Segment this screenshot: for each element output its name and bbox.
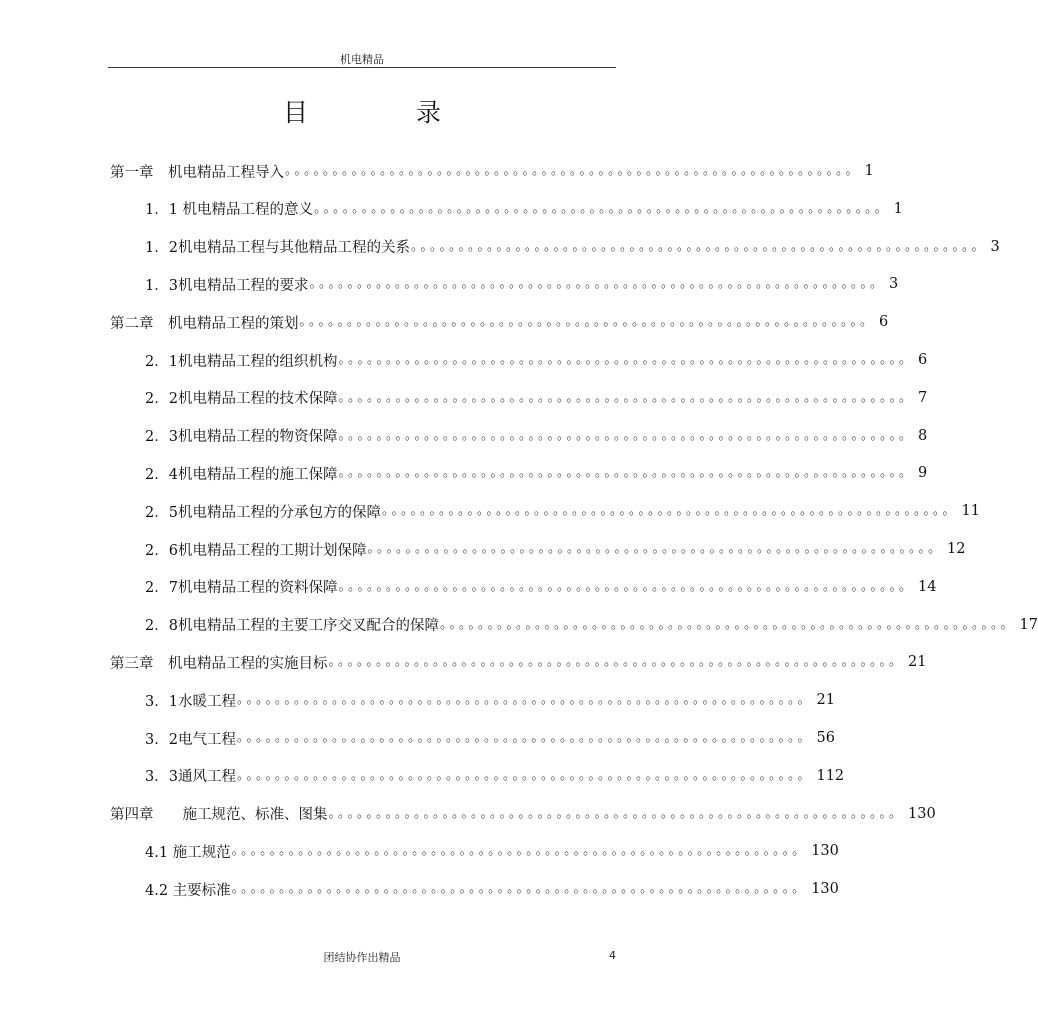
toc-entry-label: 1．3机电精品工程的要求	[145, 277, 309, 294]
toc-entry-label: 3．3通风工程	[145, 769, 236, 786]
toc-dot-leader: 。。。。。。。。。。。。。。。。。。。。。。。。。。。。。。。。。。。。。。。。。。。。。。。。。。。。。。。。。。。。	[338, 389, 915, 405]
toc-entry-label: 第一章 机电精品工程导入	[110, 164, 284, 181]
toc-entry-page: 9	[917, 465, 928, 482]
toc-entry-page: 112	[816, 767, 845, 784]
toc-entry-label: 4.2 主要标准	[145, 882, 231, 899]
header-text: 机电精品	[340, 53, 384, 66]
toc-section-entry[interactable]	[145, 233, 1000, 261]
toc-section-entry[interactable]	[145, 762, 845, 790]
toc-entry-label: 2．4机电精品工程的施工保障	[145, 466, 338, 483]
toc-entry-page: 14	[917, 578, 937, 595]
toc-entry-page: 12	[946, 541, 966, 557]
toc-entry-label: 1．2机电精品工程与其他精品工程的关系	[145, 240, 410, 257]
toc-entry-label: 4.1 施工规范	[145, 844, 231, 861]
toc-entry-page: 17	[1019, 616, 1038, 633]
toc-dot-leader: 。。。。。。。。。。。。。。。。。。。。。。。。。。。。。。。。。。。。。。。。。。。。。。。。。。。。。。。。。。。。	[236, 767, 814, 783]
toc-dot-leader: 。。。。。。。。。。。。。。。。。。。。。。。。。。。。。。。。。。。。。。。。。。。。。。。。。。。。。。。。。。。。	[410, 238, 988, 254]
toc-dot-leader: 。。。。。。。。。。。。。。。。。。。。。。。。。。。。。。。。。。。。。。。。。。。。。。。。。。。。。。。。。。。。	[231, 881, 809, 897]
toc-entry-page: 1	[864, 163, 874, 179]
toc-entry-label: 2．3机电精品工程的物资保障	[145, 429, 338, 446]
toc-entry-page: 8	[917, 427, 928, 444]
toc-entry-page: 3	[888, 276, 899, 293]
footer-text: 团结协作出精品	[323, 951, 401, 964]
toc-dot-leader: 。。。。。。。。。。。。。。。。。。。。。。。。。。。。。。。。。。。。。。。。。。。。。。。。。。。。。。。。。。。。	[338, 427, 915, 443]
toc-entry-label: 2．2机电精品工程的技术保障	[145, 391, 338, 408]
toc-dot-leader: 。。。。。。。。。。。。。。。。。。。。。。。。。。。。。。。。。。。。。。。。。。。。。。。。。。。。。。。。。。。。	[338, 352, 915, 367]
toc-dot-leader: 。。。。。。。。。。。。。。。。。。。。。。。。。。。。。。。。。。。。。。。。。。。。。。。。。。。。。。。。。。。。	[299, 314, 877, 330]
toc-entry-page: 130	[811, 843, 839, 860]
toc-entry-label: 第四章 施工规范、标准、图集	[110, 807, 328, 824]
toc-section-entry[interactable]	[145, 611, 1038, 639]
toc-entry-page: 3	[990, 238, 1000, 255]
toc-entry-page: 130	[811, 881, 839, 898]
toc-dot-leader: 。。。。。。。。。。。。。。。。。。。。。。。。。。。。。。。。。。。。。。。。。。。。。。。。。。。。。。。。。。。。	[236, 692, 814, 708]
toc-entry-page: 1	[893, 200, 903, 217]
footer-page-number: 4	[609, 949, 616, 962]
toc-dot-leader: 。。。。。。。。。。。。。。。。。。。。。。。。。。。。。。。。。。。。。。。。。。。。。。。。。。。。。。。。。。。。	[314, 200, 891, 216]
toc-entry-label: 2．6机电精品工程的工期计划保障	[145, 542, 367, 559]
toc-entry-label: 第三章 机电精品工程的实施目标	[110, 655, 328, 672]
toc-entry-page: 21	[816, 692, 835, 709]
toc-entry-page: 21	[908, 654, 927, 671]
toc-entry-page: 56	[816, 730, 835, 746]
toc-dot-leader: 。。。。。。。。。。。。。。。。。。。。。。。。。。。。。。。。。。。。。。。。。。。。。。。。。。。。。。。。。。。。	[381, 503, 959, 519]
toc-entry-label: 1．1 机电精品工程的意义	[145, 202, 314, 219]
toc-dot-leader: 。。。。。。。。。。。。。。。。。。。。。。。。。。。。。。。。。。。。。。。。。。。。。。。。。。。。。。。。。。。。	[338, 578, 915, 594]
toc-entry-page: 7	[917, 389, 928, 406]
toc-section-entry[interactable]	[145, 270, 899, 298]
toc-section-entry[interactable]	[145, 724, 835, 752]
toc-dot-leader: 。。。。。。。。。。。。。。。。。。。。。。。。。。。。。。。。。。。。。。。。。。。。。。。。。。。。。。。。。。。。	[285, 163, 862, 178]
toc-section-entry[interactable]	[145, 573, 937, 601]
toc-entry-label: 2．8机电精品工程的主要工序交叉配合的保障	[145, 618, 439, 635]
toc-chapter-entry[interactable]	[110, 648, 927, 676]
toc-entry-label: 2．1机电精品工程的组织机构	[145, 353, 338, 370]
toc-entry-label: 2．7机电精品工程的资料保障	[145, 580, 338, 597]
toc-dot-leader: 。。。。。。。。。。。。。。。。。。。。。。。。。。。。。。。。。。。。。。。。。。。。。。。。。。。。。。。。。。。。	[309, 276, 886, 292]
header-rule	[108, 67, 616, 68]
toc-dot-leader: 。。。。。。。。。。。。。。。。。。。。。。。。。。。。。。。。。。。。。。。。。。。。。。。。。。。。。。。。。。。。	[328, 805, 906, 821]
toc-chapter-entry[interactable]	[110, 308, 889, 336]
toc-entry-label: 3．2电气工程	[145, 731, 236, 748]
toc-section-entry[interactable]	[145, 875, 839, 903]
toc-dot-leader: 。。。。。。。。。。。。。。。。。。。。。。。。。。。。。。。。。。。。。。。。。。。。。。。。。。。。。。。。。。。。	[328, 654, 906, 670]
toc-section-entry[interactable]	[145, 422, 928, 450]
toc-entry-page: 11	[961, 503, 980, 520]
toc-entry-page: 6	[917, 352, 928, 368]
toc-dot-leader: 。。。。。。。。。。。。。。。。。。。。。。。。。。。。。。。。。。。。。。。。。。。。。。。。。。。。。。。。。。。。	[236, 730, 814, 745]
toc-section-entry[interactable]	[145, 535, 966, 563]
toc-dot-leader: 。。。。。。。。。。。。。。。。。。。。。。。。。。。。。。。。。。。。。。。。。。。。。。。。。。。。。。。。。。。。	[439, 616, 1017, 632]
toc-entry-label: 3．1水暖工程	[145, 693, 236, 710]
page-title: 目 录	[283, 98, 491, 127]
toc-section-entry[interactable]	[145, 346, 928, 374]
toc-chapter-entry[interactable]	[110, 800, 936, 828]
toc-section-entry[interactable]	[145, 195, 903, 223]
toc-entry-page: 130	[908, 805, 936, 822]
toc-entry-label: 2．5机电精品工程的分承包方的保障	[145, 504, 381, 521]
toc-section-entry[interactable]	[145, 459, 928, 487]
toc-entry-page: 6	[879, 314, 889, 331]
toc-section-entry[interactable]	[145, 837, 839, 865]
toc-section-entry[interactable]	[145, 497, 980, 525]
toc-section-entry[interactable]	[145, 384, 928, 412]
toc-dot-leader: 。。。。。。。。。。。。。。。。。。。。。。。。。。。。。。。。。。。。。。。。。。。。。。。。。。。。。。。。。。。。	[367, 541, 944, 556]
toc-section-entry[interactable]	[145, 686, 835, 714]
toc-entry-label: 第二章 机电精品工程的策划	[110, 315, 299, 332]
toc-dot-leader: 。。。。。。。。。。。。。。。。。。。。。。。。。。。。。。。。。。。。。。。。。。。。。。。。。。。。。。。。。。。。	[231, 843, 809, 859]
toc-chapter-entry[interactable]	[110, 157, 874, 185]
toc-dot-leader: 。。。。。。。。。。。。。。。。。。。。。。。。。。。。。。。。。。。。。。。。。。。。。。。。。。。。。。。。。。。。	[338, 465, 915, 481]
